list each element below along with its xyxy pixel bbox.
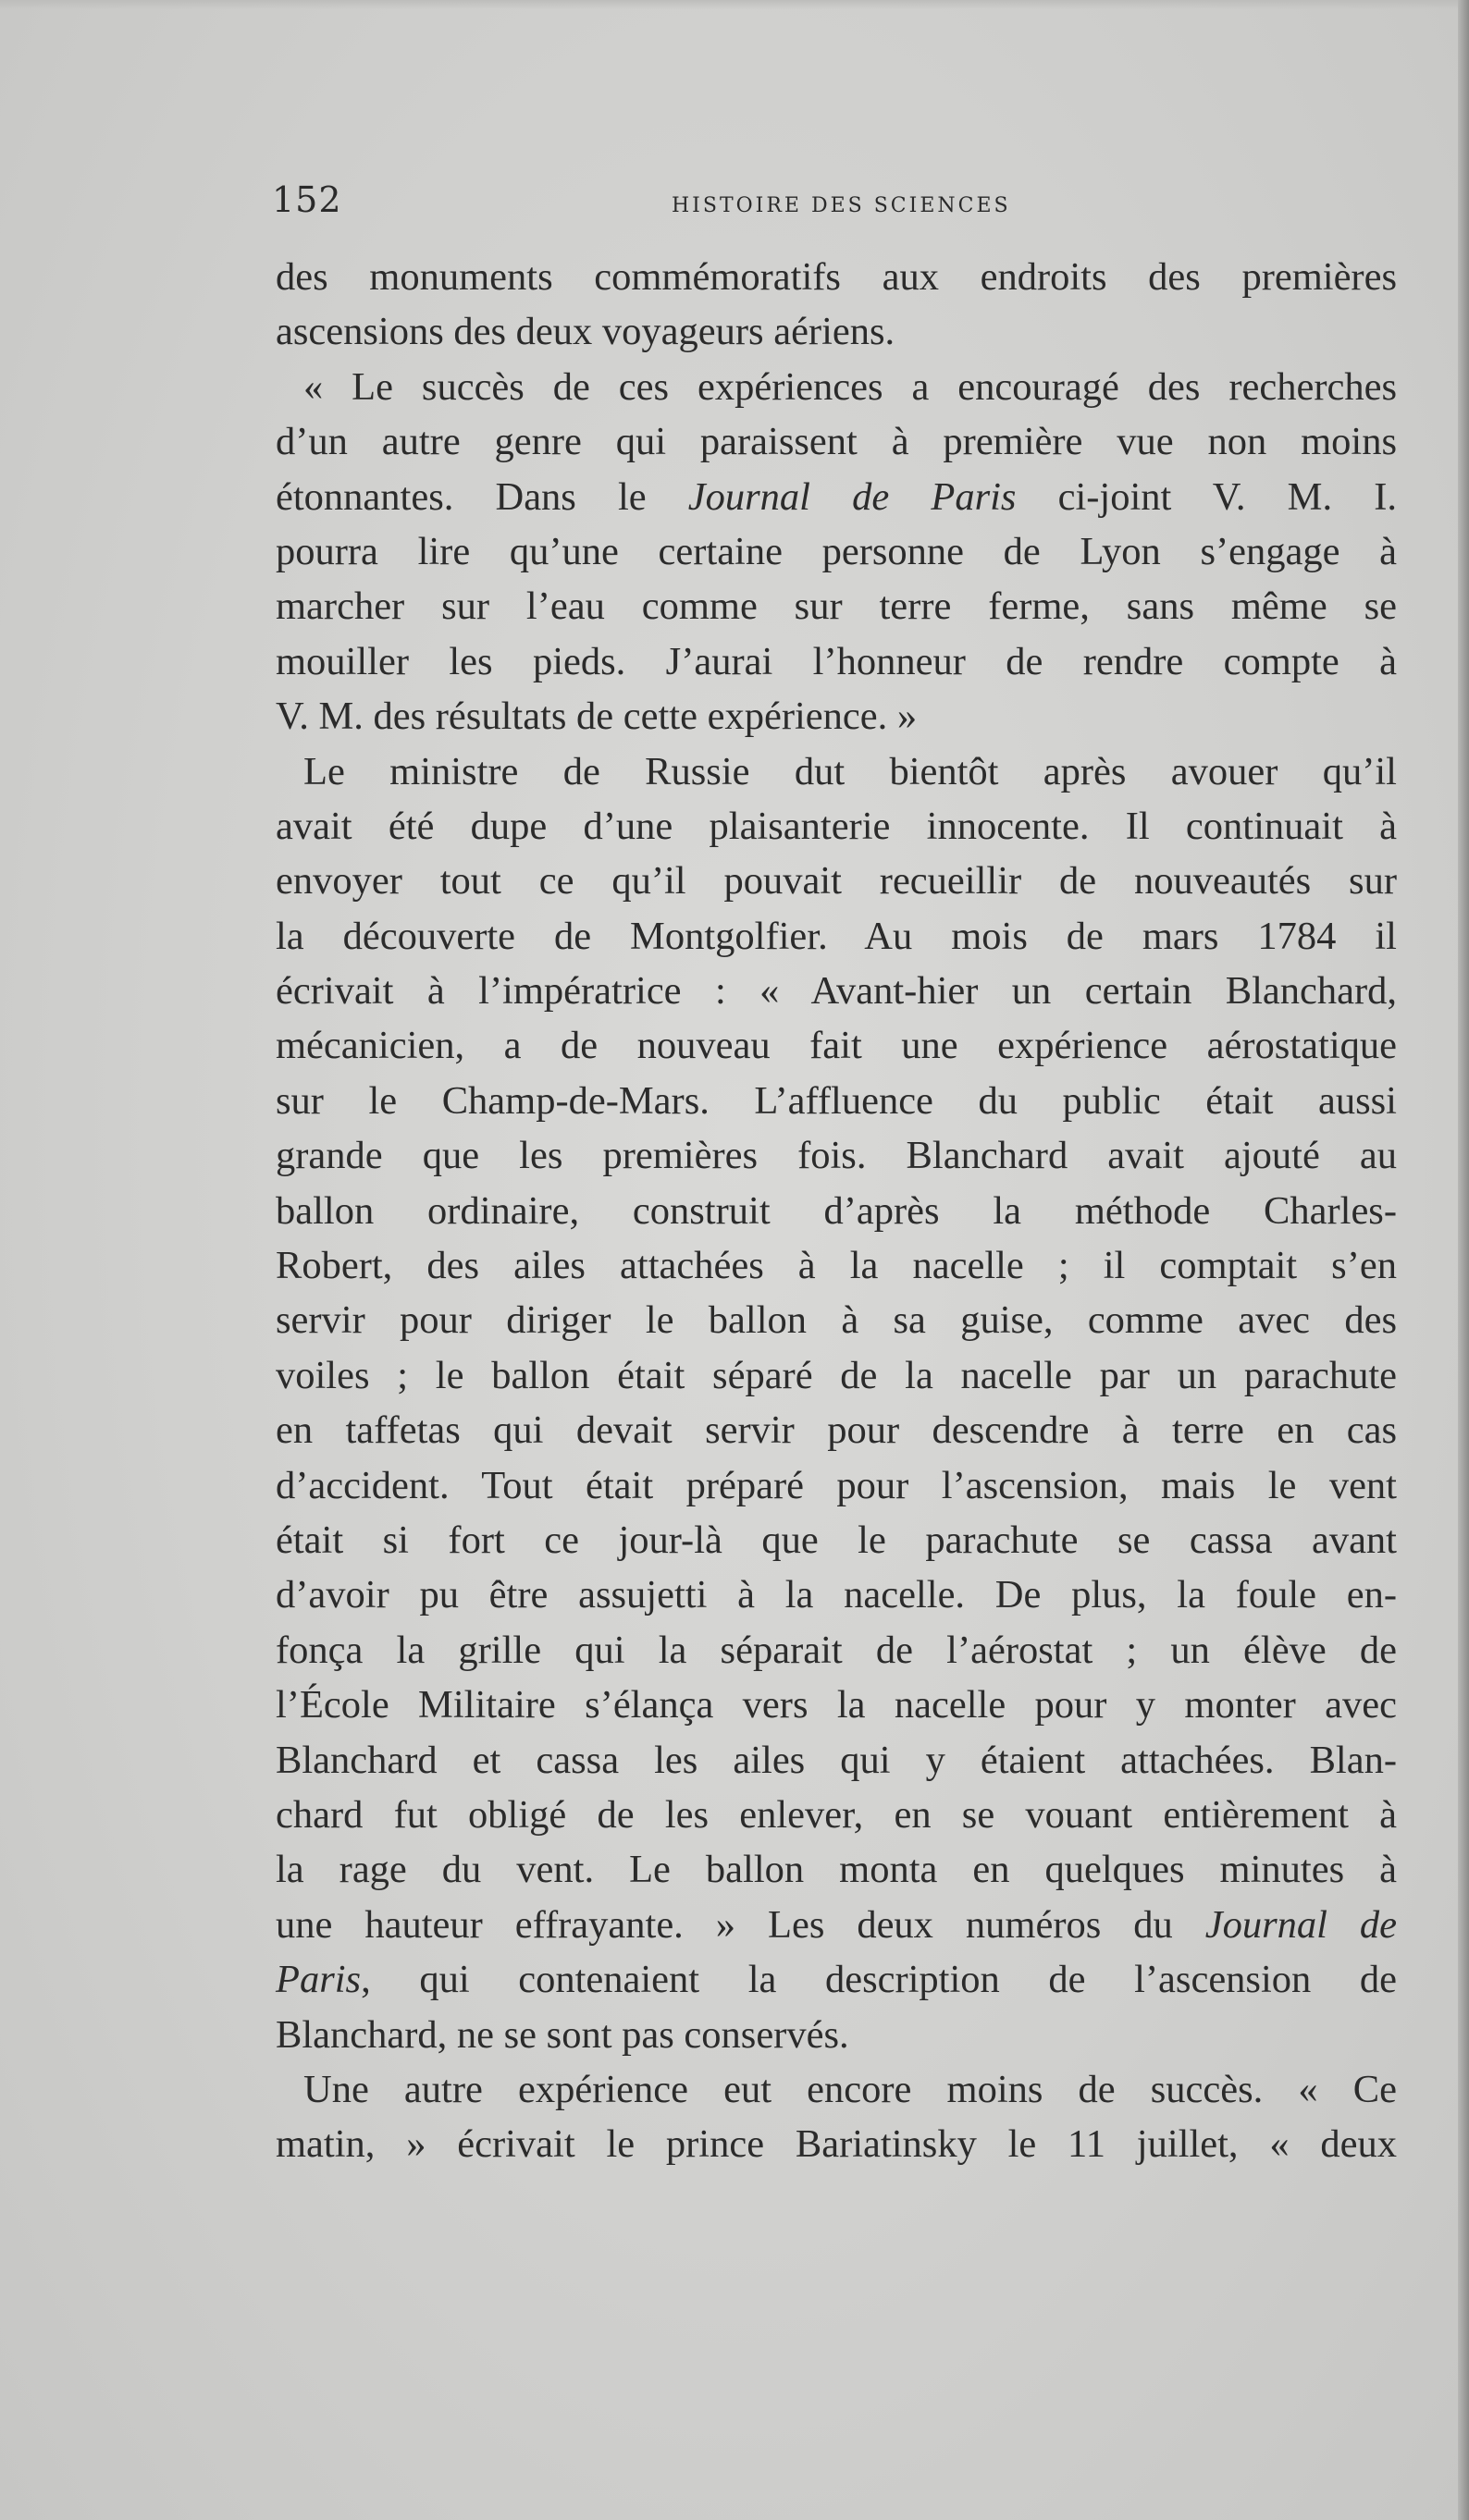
text-line: la découverte de Montgolfier. Au mois de mars 1784 il [276, 914, 1397, 958]
text-segment: étonnantes. Dans le [276, 474, 688, 519]
text-line: matin, » écrivait le prince Bariatinsky le 11 juillet, « deux [276, 2122, 1397, 2167]
text-line: V. M. des résultats de cette expérience. » [276, 695, 918, 739]
text-line: écrivait à l’impératrice : « Avant-hier un certain Blanchard, [276, 969, 1397, 1014]
text-line: voiles ; le ballon était séparé de la nacelle par un parachute [276, 1353, 1397, 1397]
text-line: mécanicien, a de nouveau fait une expérience aérostatique [276, 1024, 1397, 1068]
text-segment: , qui contenaient la description de l’ascension de [361, 1958, 1397, 2002]
body-text [276, 250, 1397, 2172]
page-number: 152 [272, 179, 342, 220]
text-line: Blanchard, ne se sont pas conservés. [276, 2012, 849, 2057]
text-line: Une autre expérience eut encore moins de succès. « Ce [303, 2067, 1397, 2111]
text-line: ballon ordinaire, construit d’après la méthode Charles- [276, 1188, 1397, 1233]
page-top-shadow [0, 0, 1469, 9]
text-line: des monuments commémoratifs aux endroits des premières [276, 255, 1397, 299]
text-line: envoyer tout ce qu’il pouvait recueillir de nouveautés sur [276, 859, 1397, 904]
text-line: ascensions des deux voyageurs aériens. [276, 310, 895, 354]
text-line: grande que les premières fois. Blanchard avait ajouté au [276, 1134, 1397, 1178]
journal-title: Journal de [1204, 1902, 1397, 1947]
text-line: mouiller les pieds. J’aurai l’honneur de rendre compte à [276, 639, 1397, 683]
text-line: « Le succès de ces expériences a encouragé des recherches [303, 364, 1397, 409]
text-line [276, 1898, 1397, 1952]
text-line: Blanchard et cassa les ailes qui y étaient attachées. Blan- [276, 1738, 1397, 1782]
text-line: fonça la grille qui la séparait de l’aérostat ; un élève de [276, 1628, 1397, 1672]
text-line [276, 1952, 1397, 2007]
text-line [276, 470, 1397, 524]
text-line: l’École Militaire s’élança vers la nacelle pour y monter avec [276, 1683, 1397, 1727]
text-line: la rage du vent. Le ballon monta en quelques minutes à [276, 1848, 1397, 1892]
running-head: HISTOIRE DES SCIENCES [672, 194, 1011, 217]
page-header [272, 176, 1405, 222]
text-line: Robert, des ailes attachées à la nacelle ; il comptait s’en [276, 1244, 1397, 1288]
text-segment: ci-joint V. M. I. [1016, 474, 1398, 519]
text-line: en taffetas qui devait servir pour descendre à terre en cas [276, 1408, 1397, 1453]
text-line: marcher sur l’eau comme sur terre ferme, sans même se [276, 584, 1397, 629]
journal-title: Paris [276, 1958, 362, 2002]
text-line: servir pour diriger le ballon à sa guise, comme avec des [276, 1298, 1397, 1343]
text-segment: une hauteur effrayante. » Les deux numéros du [276, 1902, 1205, 1947]
text-line: d’accident. Tout était préparé pour l’ascension, mais le vent [276, 1463, 1397, 1507]
journal-title: Journal de Paris [687, 474, 1017, 519]
text-line: sur le Champ-de-Mars. L’affluence du public était aussi [276, 1078, 1397, 1123]
text-line: d’un autre genre qui paraissent à première vue non moins [276, 420, 1397, 464]
text-line: pourra lire qu’une certaine personne de Lyon s’engage à [276, 529, 1397, 573]
page-right-edge [1458, 0, 1469, 2520]
text-line: avait été dupe d’une plaisanterie innocente. Il continuait à [276, 804, 1397, 848]
text-line: Le ministre de Russie dut bientôt après avouer qu’il [303, 749, 1397, 793]
text-line: d’avoir pu être assujetti à la nacelle. De plus, la foule en- [276, 1573, 1397, 1617]
text-line: chard fut obligé de les enlever, en se vouant entièrement à [276, 1792, 1397, 1837]
text-line: était si fort ce jour-là que le parachute se cassa avant [276, 1518, 1397, 1562]
